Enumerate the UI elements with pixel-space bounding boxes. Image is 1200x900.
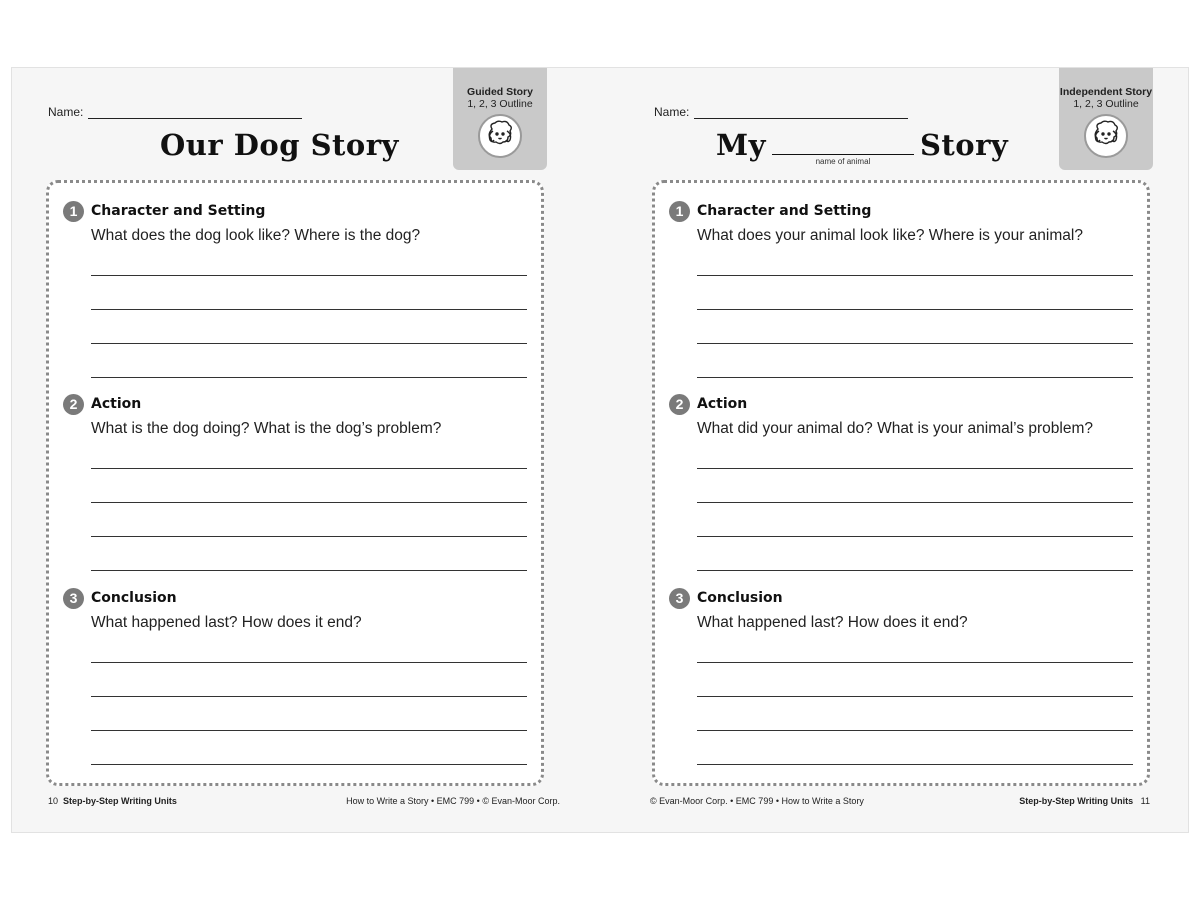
writing-line[interactable]	[697, 468, 1133, 469]
writing-line[interactable]	[91, 764, 527, 765]
writing-line[interactable]	[697, 309, 1133, 310]
story-type-tab	[453, 68, 547, 170]
name-field	[654, 105, 908, 119]
footer-credit: How to Write a Story • EMC 799 • © Evan-Moor Corp.	[346, 796, 560, 806]
writing-line[interactable]	[91, 343, 527, 344]
section-question: What happened last? How does it end?	[91, 614, 362, 631]
title-suffix: Story	[919, 128, 1009, 162]
section-title: Character and Setting	[697, 203, 872, 219]
right-page	[600, 68, 1188, 832]
tab-title: Independent Story	[1059, 86, 1153, 98]
step-number-badge: 1	[669, 201, 690, 222]
tab-subtitle: 1, 2, 3 Outline	[467, 98, 533, 110]
step-number-badge: 1	[63, 201, 84, 222]
workbook-spread	[12, 68, 1188, 832]
outline-box	[652, 180, 1150, 786]
dog-icon	[1084, 114, 1128, 158]
writing-line[interactable]	[91, 275, 527, 276]
writing-line[interactable]	[91, 536, 527, 537]
footer-credit: © Evan-Moor Corp. • EMC 799 • How to Write a Story	[650, 796, 864, 806]
writing-line[interactable]	[697, 696, 1133, 697]
left-page	[12, 68, 601, 832]
writing-line[interactable]	[91, 468, 527, 469]
name-line[interactable]	[88, 108, 302, 119]
section-question: What happened last? How does it end?	[697, 614, 968, 631]
section-question: What does your animal look like? Where is your animal?	[697, 227, 1083, 244]
name-field	[48, 105, 302, 119]
writing-line[interactable]	[91, 662, 527, 663]
writing-line[interactable]	[91, 502, 527, 503]
series-name: Step-by-Step Writing Units	[1019, 796, 1134, 806]
section-question: What did your animal do? What is your animal’s problem?	[697, 420, 1094, 437]
tab-subtitle: 1, 2, 3 Outline	[1073, 98, 1139, 110]
step-number-badge: 3	[63, 588, 84, 609]
writing-line[interactable]	[697, 275, 1133, 276]
section-question: What is the dog doing? What is the dog’s problem?	[91, 420, 442, 437]
title-prefix: My	[716, 128, 766, 162]
story-type-tab	[1059, 68, 1153, 170]
writing-line[interactable]	[697, 377, 1133, 378]
step-number-badge: 2	[63, 394, 84, 415]
outline-box	[46, 180, 544, 786]
writing-line[interactable]	[91, 696, 527, 697]
writing-line[interactable]	[91, 309, 527, 310]
page-number: 10	[48, 796, 59, 806]
writing-line[interactable]	[91, 730, 527, 731]
writing-line[interactable]	[697, 764, 1133, 765]
page-title: Our Dog Story	[160, 128, 399, 162]
name-label: Name:	[654, 105, 690, 119]
writing-line[interactable]	[697, 662, 1133, 663]
name-label: Name:	[48, 105, 84, 119]
section-title: Action	[91, 396, 142, 412]
step-number-badge: 3	[669, 588, 690, 609]
blank-caption: name of animal	[815, 157, 871, 166]
dog-icon	[478, 114, 522, 158]
writing-line[interactable]	[91, 377, 527, 378]
writing-line[interactable]	[697, 570, 1133, 571]
writing-line[interactable]	[697, 502, 1133, 503]
section-title: Conclusion	[697, 590, 783, 606]
page-number: 11	[1140, 796, 1150, 806]
writing-line[interactable]	[697, 343, 1133, 344]
animal-name-blank[interactable]	[772, 130, 914, 166]
series-name: Step-by-Step Writing Units	[63, 796, 177, 806]
step-number-badge: 2	[669, 394, 690, 415]
section-question: What does the dog look like? Where is the dog?	[91, 227, 421, 244]
section-title: Conclusion	[91, 590, 177, 606]
footer-right	[1019, 796, 1150, 806]
name-line[interactable]	[694, 108, 908, 119]
section-title: Character and Setting	[91, 203, 266, 219]
page-title	[716, 128, 1009, 166]
writing-line[interactable]	[697, 536, 1133, 537]
tab-title: Guided Story	[467, 86, 533, 98]
section-title: Action	[697, 396, 748, 412]
writing-line[interactable]	[697, 730, 1133, 731]
footer-left	[48, 796, 177, 806]
writing-line[interactable]	[91, 570, 527, 571]
